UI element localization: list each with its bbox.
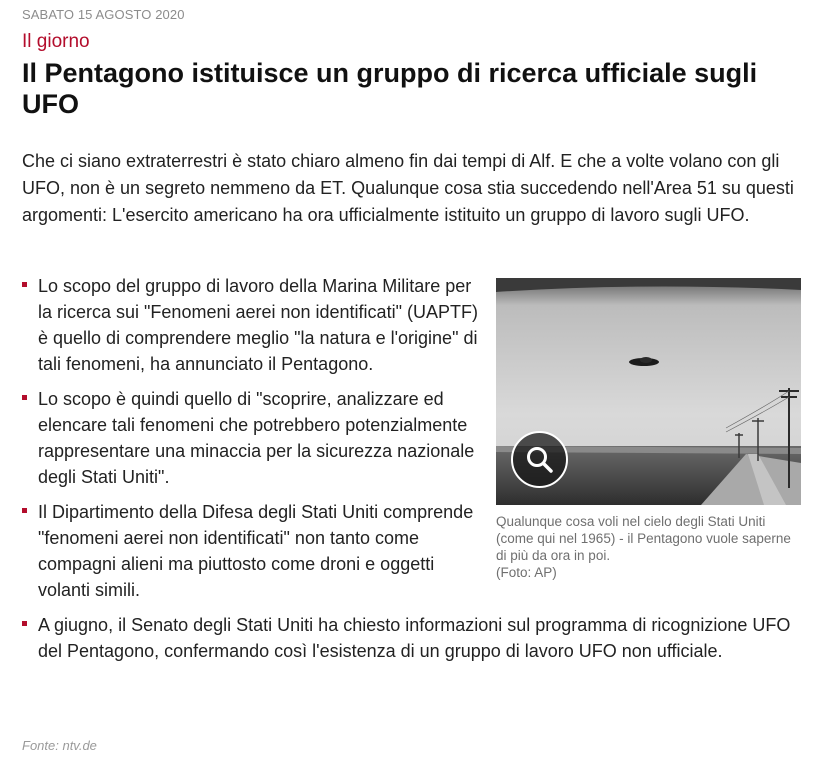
bullet-text: Il Dipartimento della Difesa degli Stati Uniti comprende "fenomeni aerei non identificati" non tanto come compagni alieni ma piuttosto come droni e oggetti volanti simili. — [38, 502, 474, 600]
bullet-item — [22, 386, 488, 490]
article-lead: Che ci siano extraterrestri è stato chiaro almeno fin dai tempi di Alf. E che a volte volano con gli UFO, non è un segreto nemmeno da ET. Qualunque cosa stia succedendo nell'Area 51 su questi argomenti: L'esercito americano ha ora ufficialmente istituito un gruppo di lavoro sugli UFO. — [22, 151, 794, 225]
bullet-item — [22, 612, 802, 664]
caption-text: Qualunque cosa voli nel cielo degli Stati Uniti (come qui nel 1965) - il Pentagono vuole saperne di più da ora in poi. — [496, 514, 791, 563]
bullet-text: A giugno, il Senato degli Stati Uniti ha chiesto informazioni sul programma di ricognizione UFO del Pentagono, confermando così l'esistenza di un gruppo di lavoro UFO non ufficiale. — [38, 615, 791, 661]
bullet-item — [22, 499, 488, 603]
bullet-text: Lo scopo è quindi quello di "scoprire, analizzare ed elencare tali fenomeni che potrebbero potenzialmente rappresentare una minaccia per la sicurezza nazionale degli Stati Uniti". — [38, 389, 475, 487]
article-date: SABATO 15 AGOSTO 2020 — [22, 7, 185, 22]
photo-credit: (Foto: AP) — [496, 565, 557, 580]
bullet-marker-icon — [22, 621, 27, 626]
article-title: Il Pentagono istituisce un gruppo di ricerca ufficiale sugli UFO — [22, 58, 758, 119]
bullet-marker-icon — [22, 395, 27, 400]
article-source[interactable]: Fonte: ntv.de — [22, 738, 97, 753]
bullet-marker-icon — [22, 282, 27, 287]
bullet-list — [22, 273, 802, 673]
bullet-item — [22, 273, 488, 377]
section-kicker[interactable]: Il giorno — [22, 31, 90, 52]
bullet-marker-icon — [22, 508, 27, 513]
bullet-text: Lo scopo del gruppo di lavoro della Marina Militare per la ricerca sui "Fenomeni aerei non identificati" (UAPTF) è quello di comprendere meglio "la natura e l'origine" di tali fenomeni, ha annunciato il Pentagono. — [38, 276, 478, 374]
